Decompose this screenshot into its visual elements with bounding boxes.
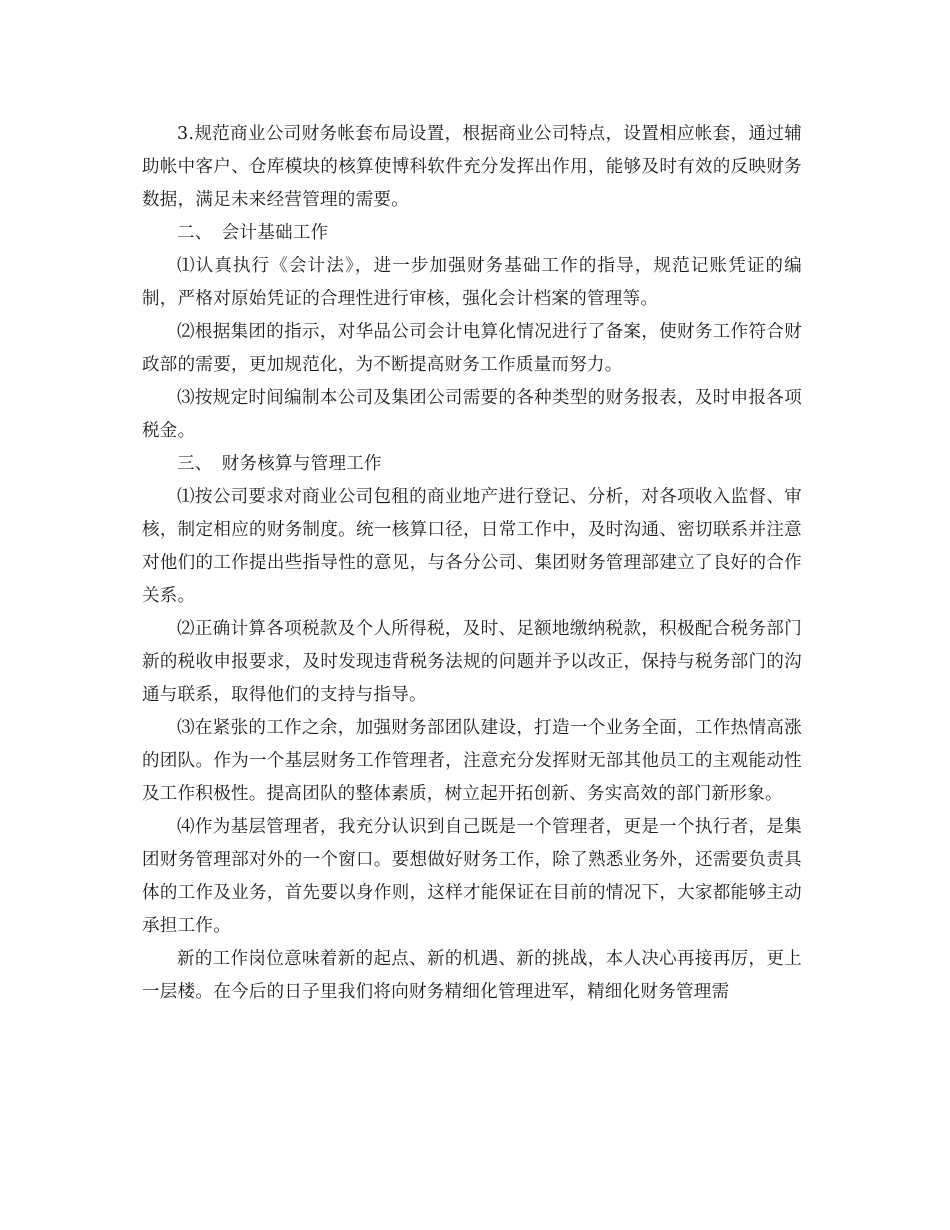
paragraph-team-building: ⑶在紧张的工作之余，加强财务部团队建设，打造一个业务全面，工作热情高涨的团队。作为一个基层财务工作管理者，注意充分发挥财无部其他员工的主观能动性及工作积极性。提高团队的整体素质，树立起开拓创新、务实高效的部门新形象。 xyxy=(142,718,802,804)
document-body xyxy=(142,118,802,1009)
paragraph-computerization-filing: ⑵根据集团的指示，对华品公司会计电算化情况进行了备案，使财务工作符合财政部的需要，更加规范化，为不断提高财务工作质量而努力。 xyxy=(142,322,802,375)
paragraph-commercial-property: ⑴按公司要求对商业公司包租的商业地产进行登记、分析，对各项收入监督、审核，制定相应的财务制度。统一核算口径，日常工作中，及时沟通、密切联系并注意对他们的工作提出些指导性的意见，与各分公司、集团财务管理部建立了良好的合作关系。 xyxy=(142,487,802,606)
paragraph-manager-role: ⑷作为基层管理者，我充分认识到自己既是一个管理者，更是一个执行者，是集团财务管理部对外的一个窗口。要想做好财务工作，除了熟悉业务外，还需要负责具体的工作及业务，首先要以身作则，这样才能保证在目前的情况下，大家都能够主动承担工作。 xyxy=(142,817,802,936)
paragraph-financial-reports: ⑶按规定时间编制本公司及集团公司需要的各种类型的财务报表，及时申报各项税金。 xyxy=(142,388,802,441)
paragraph-accounting-law: ⑴认真执行《会计法》，进一步加强财务基础工作的指导，规范记账凭证的编制，严格对原始凭证的合理性进行审核，强化会计档案的管理等。 xyxy=(142,256,802,309)
section-heading-accounting-management: 三、 财务核算与管理工作 xyxy=(177,454,382,474)
paragraph-tax-payment: ⑵正确计算各项税款及个人所得税，及时、足额地缴纳税款，积极配合税务部门新的税收申报要求，及时发现违背税务法规的问题并予以改正，保持与税务部门的沟通与联系，取得他们的支持与指导。 xyxy=(142,619,802,705)
paragraph-account-setup: 3.规范商业公司财务帐套布局设置，根据商业公司特点，设置相应帐套，通过辅助帐中客户、仓库模块的核算使博科软件充分发挥出作用，能够及时有效的反映财务数据，满足未来经营管理的需要。 xyxy=(142,124,802,210)
paragraph-new-position: 新的工作岗位意味着新的起点、新的机遇、新的挑战，本人决心再接再厉，更上一层楼。在今后的日子里我们将向财务精细化管理进军，精细化财务管理需 xyxy=(142,949,802,1002)
section-heading-accounting-basics: 二、 会计基础工作 xyxy=(177,223,329,243)
